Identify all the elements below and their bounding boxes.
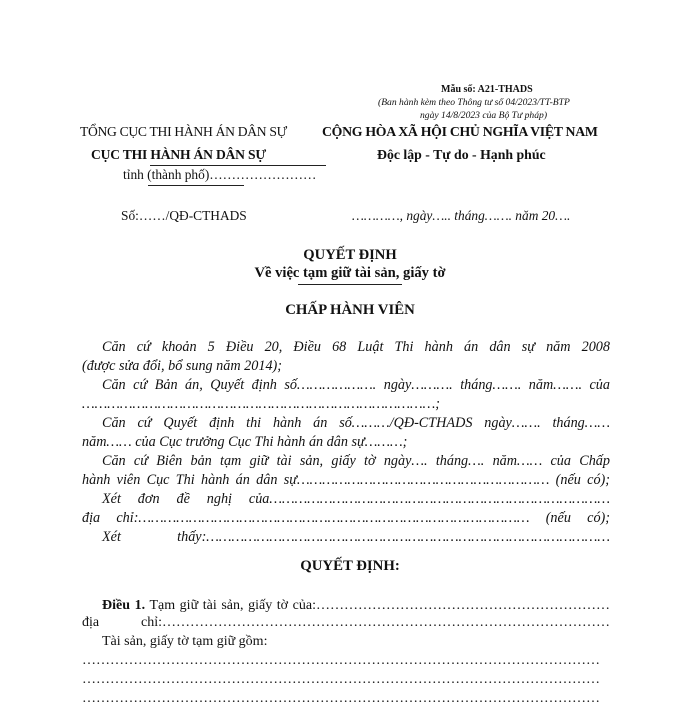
decision-number: Số:……/QĐ-CTHADS [121,208,247,223]
form-code: Mẫu số: A21-THADS [441,84,533,95]
article-1-label: Điều 1. [102,598,146,613]
decision-heading: QUYẾT ĐỊNH: [300,558,400,574]
ground-line: năm…… của Cục trưởng Cục Thi hành án dân sự………; [82,434,408,450]
agency-name: CỤC THI HÀNH ÁN DÂN SỰ [91,147,266,162]
agency-province: tỉnh (thành phố)…………………… [123,167,317,182]
article-1-address: địa chỉ:…………………………………………………………………………………… [82,615,610,630]
ground-line: Căn cứ Quyết định thi hành án số………/QĐ-CTHADS ngày……. tháng…… [102,415,610,431]
agency-underline [150,165,326,166]
assets-label: Tài sản, giấy tờ tạm giữ gồm: [102,634,268,649]
ground-line: hành viên Cục Thi hành án dân sự…………………………………………………… (nếu có); [82,472,610,488]
document-subtitle: Về việc tạm giữ tài sản, giấy tờ [254,265,446,281]
province-underline [148,185,244,186]
grounds-section [82,338,610,547]
form-note-line1: (Ban hành kèm theo Thông tư số 04/2023/TT-BTP [378,97,570,108]
ground-line: Căn cứ khoản 5 Điều 20, Điều 68 Luật Thi hành án dân sự năm 2008 [102,339,610,355]
ground-line: Xét đơn đề nghị của……………………………………………………………………… [102,491,610,507]
ground-line: Xét thấy:…………………………………………………………………………………… [102,529,610,545]
ground-line: …………………………………………………………………………; [82,396,440,412]
subtitle-underline [298,284,402,285]
form-note-line2: ngày 14/8/2023 của Bộ Tư pháp) [420,110,548,121]
article-1-text: Tạm giữ tài sản, giấy tờ của:……………………………………………………… [149,598,610,613]
assets-dots-line: ………………………………………………………………………………………………… [82,691,600,706]
ground-line: (được sửa đổi, bổ sung năm 2014); [82,358,282,374]
ground-line: Căn cứ Bản án, Quyết định số………………. ngày………. tháng……. năm……. của [102,377,610,393]
article-1 [102,596,610,615]
assets-dots-line: ………………………………………………………………………………………………… [82,653,600,668]
national-motto: Độc lập - Tự do - Hạnh phúc [377,147,546,162]
national-title: CỘNG HÒA XÃ HỘI CHỦ NGHĨA VIỆT NAM [322,124,598,139]
agency-parent: TỔNG CỤC THI HÀNH ÁN DÂN SỰ [80,124,287,139]
place-date: …………, ngày….. tháng……. năm 20…. [352,208,571,223]
document-title: QUYẾT ĐỊNH [303,247,397,263]
assets-dots-line: ………………………………………………………………………………………………… [82,672,600,687]
authority-heading: CHẤP HÀNH VIÊN [285,302,415,318]
ground-line: địa chỉ:………………………………………………………………………………… (nếu có); [82,510,610,526]
ground-line: Căn cứ Biên bản tạm giữ tài sản, giấy tờ ngày…. tháng…. năm…… của Chấp [102,453,610,469]
